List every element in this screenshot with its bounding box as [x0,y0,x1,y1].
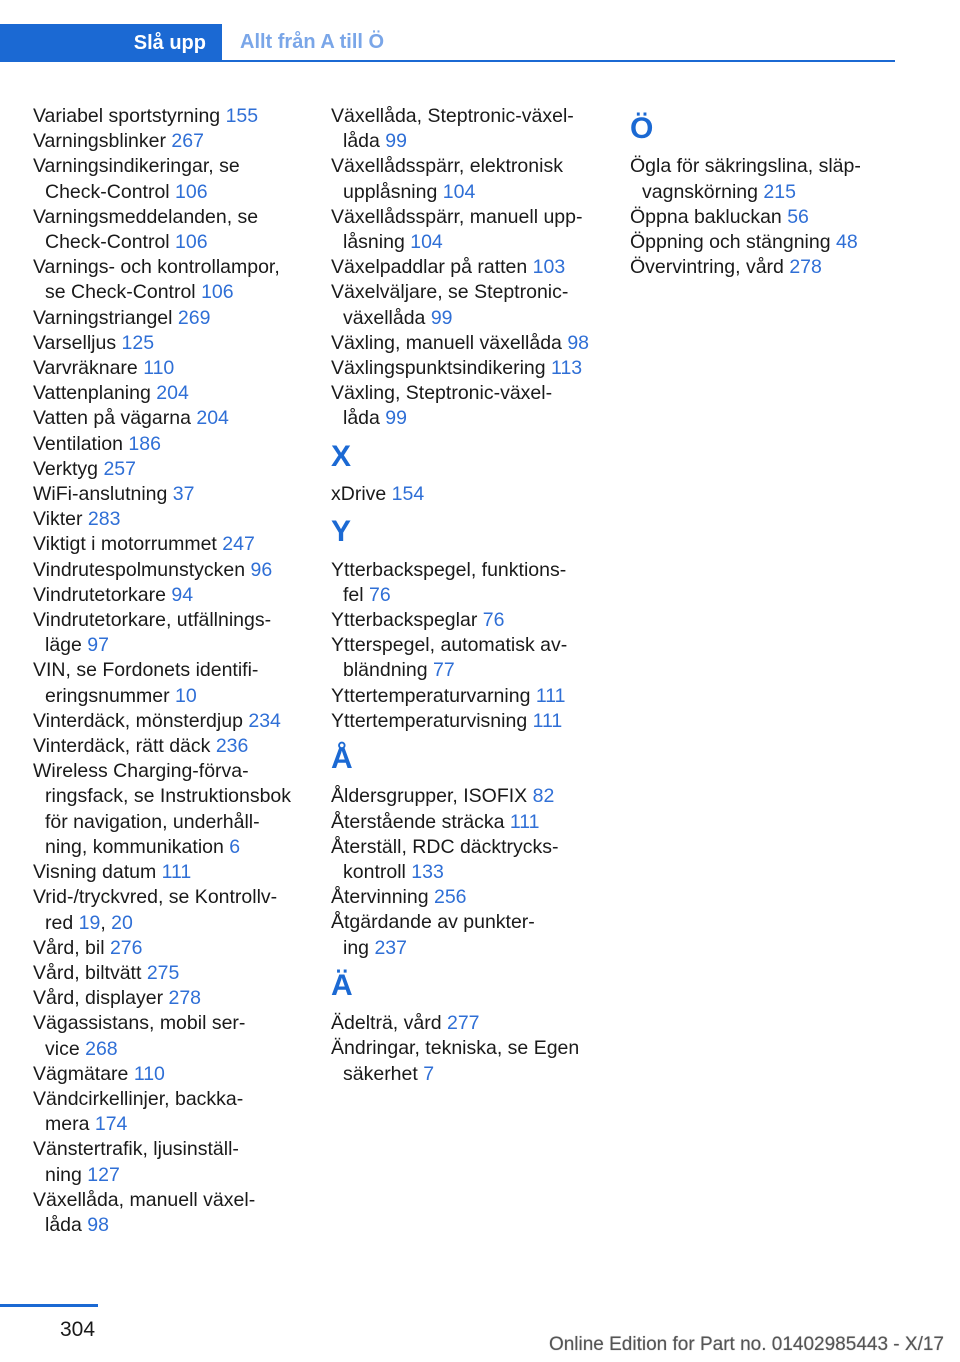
entry-text: Wireless Charging-förva- [33,760,249,783]
page-reference-link[interactable]: 111 [532,709,563,732]
entry-text: Vindrutespolmunstycken [33,558,251,581]
page-reference-link[interactable]: 48 [836,231,858,253]
entry-text: Vändcirkellinjer, backka- [33,1087,244,1110]
page-reference-link[interactable]: 154 [391,483,425,506]
page-reference-link[interactable]: 111 [509,810,540,833]
index-entry [33,532,308,557]
index-entry [331,633,606,683]
entry-text: kontroll [343,861,412,884]
entry-text: Vikter [33,508,88,531]
index-entry [33,961,308,986]
section-letter: Ö [630,112,654,145]
page-reference-link[interactable]: 106 [175,231,208,254]
page-reference-link[interactable]: 103 [532,256,566,279]
index-entry [331,205,606,255]
edition-footer: Online Edition for Part no. 01402985443 - X/17 [548,1334,944,1355]
page-reference-link[interactable]: 283 [87,508,121,531]
entry-text: låda [343,130,386,153]
index-entry [331,1011,606,1036]
index-entry [33,129,308,154]
index-column-1 [33,104,308,1238]
entry-text: Ytterbackspeglar [331,609,483,632]
index-entry [331,381,606,431]
index-entry [331,885,606,910]
entry-text: Vård, biltvätt [33,961,147,984]
entry-text: Återstående sträcka [331,810,510,833]
page-reference-link[interactable]: 106 [201,281,234,304]
index-entry [331,709,606,734]
page-reference-link[interactable]: 257 [103,457,136,480]
index-entry [33,734,308,759]
index-entry [33,104,308,129]
index-entry [331,558,606,608]
index-entry [33,507,308,532]
page-reference-link[interactable]: 110 [133,1062,165,1085]
index-entry [331,331,606,356]
entry-text: Vattenplaning [33,382,157,405]
page-reference-link[interactable]: 98 [87,1213,109,1236]
entry-text: Ytterspegel, automatisk av- [331,634,568,657]
entry-text: Växling, manuell växellåda [331,331,568,354]
entry-text: Växelpaddlar på ratten [331,256,533,279]
entry-text: fel [343,583,370,606]
entry-text: Yttertemperaturvarning [331,684,536,707]
index-entry [33,709,308,734]
entry-text: ning, kommunikation [45,835,230,858]
index-entry [33,432,308,457]
index-entry [33,1087,308,1137]
section-letter: X [331,439,352,473]
entry-text: Växellådsspärr, manuell upp- [331,205,583,228]
index-entry [331,608,606,633]
page-reference-link[interactable]: 99 [385,407,407,430]
entry-text: eringsnummer [45,684,176,707]
index-entry [331,784,606,809]
index-entry [33,936,308,961]
entry-text: Check-Control [45,180,176,203]
page-reference-link[interactable]: 204 [196,407,229,430]
index-entry [33,1137,308,1187]
index-entry [630,255,905,280]
entry-text: Växling, Steptronic-växel- [331,382,553,405]
entry-text: Varnings- och kontrollampor, [33,256,280,279]
entry-text: Vindrutetorkare [33,583,172,606]
entry-text: se Check-Control [45,281,202,304]
index-entry [33,406,308,431]
page-reference-link[interactable]: 113 [551,357,583,380]
entry-text: mera [45,1113,95,1136]
entry-text: Ventilation [33,432,129,455]
index-entry [33,1062,308,1087]
index-entry [331,154,606,204]
entry-text: Ädelträ, vård [331,1012,447,1035]
entry-text: Växelväljare, se Steptronic- [331,281,569,304]
entry-text: xDrive [331,483,392,506]
entry-text: Vägassistans, mobil ser- [33,1012,246,1035]
page-reference-link[interactable]: 110 [143,357,175,380]
entry-text: Varningsindikeringar, se [33,155,240,178]
entry-text: Öppning och stängning [630,231,836,253]
page-reference-link[interactable]: 174 [94,1113,128,1136]
page-reference-link[interactable]: 7 [423,1062,435,1085]
index-entry [33,154,308,204]
entry-text: Växellådsspärr, elektronisk [331,155,563,178]
entry-text: ing [343,936,375,959]
entry-text: läge [45,634,88,657]
entry-text: Övervintring, vård [630,256,790,279]
entry-text: VIN, se Fordonets identifi- [33,659,259,682]
page-reference-link[interactable]: 125 [121,331,155,354]
entry-text: ning [45,1163,88,1186]
page-reference-link[interactable]: 155 [225,105,259,127]
page-reference-link[interactable]: 111 [535,684,566,707]
page-reference-link[interactable]: 19 [78,911,101,934]
index-entry [33,759,308,860]
index-entry [33,381,308,406]
index-entry [630,154,905,204]
entry-text: låda [45,1213,88,1236]
page-reference-link[interactable]: 268 [85,1037,118,1060]
page-reference-link[interactable]: 275 [146,961,180,984]
page-reference-link[interactable]: 269 [177,306,211,329]
page-reference-link[interactable]: 56 [787,205,809,228]
index-entry [33,583,308,608]
page-reference-link[interactable]: 133 [411,861,444,884]
page-reference-link[interactable]: 278 [789,256,822,279]
index-entry [33,331,308,356]
page-reference-link[interactable]: 106 [175,180,208,203]
page-reference-link[interactable]: 236 [215,735,249,758]
index-entry [331,482,606,507]
section-letter: Ä [331,968,353,1002]
index-entry [33,306,308,331]
page-reference-link[interactable]: 104 [410,231,443,254]
index-entry: Vrid-/tryckvred, se Kontrollv- red 19, 20 [33,886,278,934]
entry-text: Ytterbackspegel, funktions- [331,558,567,581]
index-entry [630,230,905,255]
index-entry [33,482,308,507]
index-entry [33,608,308,658]
entry-text: Ögla för säkringslina, släp- [630,155,861,178]
entry-text: Öppna bakluckan [630,205,788,228]
page-reference-link[interactable]: 267 [171,130,204,153]
page-reference-link[interactable]: 76 [482,609,505,632]
entry-text: Vänstertrafik, ljusinställ- [33,1138,239,1161]
page-reference-link[interactable]: 99 [385,130,407,153]
entry-text: WiFi-anslutning [33,483,173,506]
page-reference-link[interactable]: 94 [171,583,194,606]
entry-text: för navigation, underhåll- [45,810,260,833]
index-entry [331,280,606,330]
entry-text: Vägmätare [33,1062,134,1085]
entry-text: Växlingspunktsindikering [331,357,552,380]
index-entry [331,810,606,835]
index-entry [33,986,308,1011]
index-entry [33,658,308,708]
page-reference-link[interactable]: 37 [172,483,195,506]
tab-a-to-z[interactable]: Allt från A till Ö [222,24,895,62]
entry-text: Check-Control [45,231,176,254]
section-letter: Y [331,515,352,549]
entry-text: Vinterdäck, rätt däck [33,735,216,758]
index-entry [33,205,308,255]
entry-text: Varningsmeddelanden, se [33,205,259,228]
entry-text: Varningstriangel [33,306,178,329]
entry-text: Åtgärdande av punkter- [331,911,535,934]
entry-text: Yttertemperaturvisning [331,709,533,732]
index-column-2 [331,104,606,1087]
index-entry [331,1036,606,1086]
entry-text: Vård, bil [33,936,110,959]
page-reference-link[interactable]: 97 [87,634,109,657]
section-letter: Å [331,742,353,776]
index-column-3 [630,104,905,280]
page-reference-link[interactable]: 247 [222,533,255,556]
page-reference-link[interactable]: 111 [161,861,192,884]
page-reference-link[interactable]: 82 [532,785,555,808]
index-entry [331,684,606,709]
entry-text: Viktigt i motorrummet [33,533,223,556]
tab-lookup[interactable]: Slå upp [0,24,222,62]
page-reference-link[interactable]: 98 [567,331,590,354]
entry-text: Återställ, RDC däcktrycks- [331,835,559,858]
page-reference-link[interactable]: 277 [446,1012,480,1035]
entry-text: vice [45,1037,86,1060]
index-entry [33,558,308,583]
entry-text: säkerhet [343,1062,424,1085]
entry-text: Återvinning [331,886,434,909]
page-reference-link[interactable]: 77 [433,659,455,682]
index-entry [33,255,308,305]
page-reference-link[interactable]: 234 [248,709,281,732]
index-entry [33,1011,308,1061]
page-reference-link[interactable]: 104 [442,180,476,203]
index-entry [331,835,606,885]
entry-text: Växellåda, Steptronic-växel- [331,105,574,127]
entry-text: upplåsning [343,180,443,203]
index-entry [331,104,606,154]
page-reference-link[interactable]: 10 [175,684,197,707]
page-reference-link[interactable]: 96 [250,558,273,581]
index-entry [33,457,308,482]
index-entry [33,860,308,885]
entry-text: bländning [343,659,433,682]
index-entry [630,205,905,230]
entry-text: Ändringar, tekniska, se Egen [331,1037,580,1060]
page-reference-link[interactable]: 256 [433,886,467,909]
page-reference-link[interactable]: 127 [87,1163,120,1186]
page-number-rule [0,1304,98,1307]
index-entry [331,356,606,381]
index-entry [331,910,606,960]
entry-text: Vinterdäck, mönsterdjup [33,709,249,732]
entry-text: Variabel sportstyrning [33,105,226,127]
entry-text: låda [343,407,386,430]
entry-text: red [45,911,79,934]
page-reference-link[interactable]: 237 [374,936,407,959]
page-number: 304 [60,1318,96,1341]
entry-text: Vatten på vägarna [33,407,197,430]
entry-text: Vrid-/tryckvred, se Kontrollv- [33,886,278,909]
page-reference-link[interactable]: 186 [128,432,161,455]
entry-text: låsning [343,231,411,254]
entry-text: Varvräknare [33,357,144,380]
page-reference-link[interactable]: 215 [763,180,796,203]
page-reference-link[interactable]: 99 [430,306,453,329]
entry-text: vagnskörning [642,180,764,203]
entry-text: Varselljus [33,331,122,354]
entry-text: Varningsblinker [33,130,172,153]
index-entry [33,356,308,381]
index-entry [33,1188,308,1238]
page-reference-link[interactable]: 6 [229,835,241,858]
header-bar [0,0,895,62]
page-reference-link[interactable]: 76 [369,583,391,606]
page-reference-link[interactable]: 278 [168,987,202,1010]
entry-text: Åldersgrupper, ISOFIX [331,785,533,808]
entry-text: Vård, displayer [33,987,169,1010]
entry-text: Växellåda, manuell växel- [33,1188,256,1211]
entry-text: Verktyg [33,457,104,480]
page-reference-link[interactable]: 204 [156,382,189,405]
entry-text: ringsfack, se Instruktionsbok [45,785,292,808]
entry-text: Vindrutetorkare, utfällnings- [33,609,272,632]
entry-text: växellåda [343,306,431,329]
index-entry [331,255,606,280]
page-reference-link[interactable]: 20 [111,911,133,934]
page-reference-link[interactable]: 276 [109,936,143,959]
entry-text: Visning datum [33,861,162,884]
